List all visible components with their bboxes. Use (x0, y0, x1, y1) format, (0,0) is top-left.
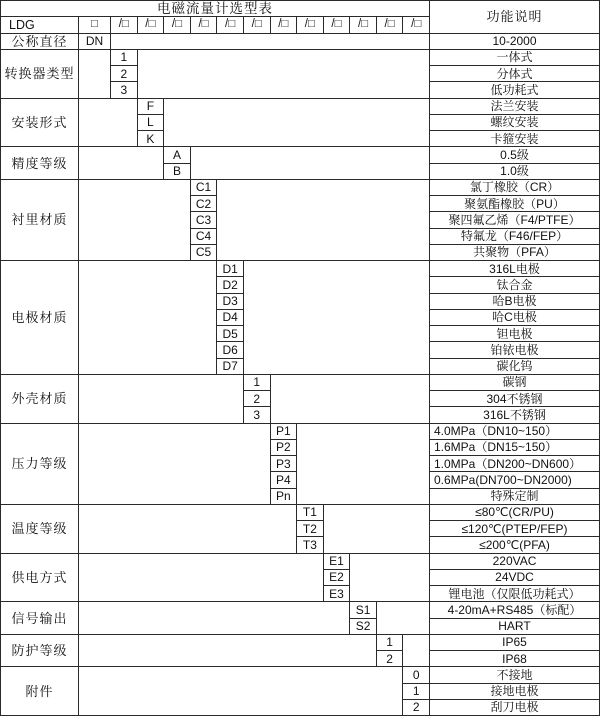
description-cell-11-1: IP68 (430, 651, 600, 667)
description-cell-4-2: 聚四氟乙烯（F4/PTFE） (430, 212, 600, 228)
description-cell-5-1: 钛合金 (430, 277, 600, 293)
model-code-slot: /□ (244, 17, 271, 33)
description-cell-0-0: 10-2000 (430, 34, 600, 50)
code-cell-5-6: D7 (217, 359, 244, 375)
code-cell-6-0: 1 (244, 375, 271, 391)
empty-region (403, 635, 430, 668)
section-label-3: 精度等级 (1, 147, 79, 180)
code-cell-11-0: 1 (377, 635, 404, 651)
code-cell-3-1: B (164, 164, 191, 180)
empty-region (79, 99, 138, 148)
description-cell-3-1: 1.0级 (430, 164, 600, 180)
section-label-4: 衬里材质 (1, 180, 79, 261)
description-cell-3-0: 0.5级 (430, 147, 600, 163)
description-cell-5-6: 碳化钨 (430, 359, 600, 375)
model-prefix: LDG (1, 17, 79, 33)
section-label-10: 信号输出 (1, 602, 79, 635)
empty-region (271, 375, 431, 424)
model-code-slot: /□ (111, 17, 138, 33)
description-cell-10-0: 4-20mA+RS485（标配） (430, 602, 600, 618)
empty-region (79, 50, 111, 99)
code-cell-9-2: E3 (324, 586, 351, 602)
code-cell-6-2: 3 (244, 407, 271, 423)
code-cell-4-0: C1 (191, 180, 218, 196)
code-cell-5-5: D6 (217, 342, 244, 358)
description-cell-2-2: 卡箍安装 (430, 131, 600, 147)
description-cell-10-1: HART (430, 619, 600, 635)
model-code-slot: /□ (138, 17, 165, 33)
empty-region (377, 602, 430, 635)
empty-region (79, 261, 217, 375)
empty-region (217, 180, 430, 261)
empty-region (297, 424, 430, 505)
code-cell-12-0: 0 (403, 667, 430, 683)
code-cell-1-1: 2 (111, 66, 138, 82)
model-code-slot: /□ (164, 17, 191, 33)
section-label-6: 外壳材质 (1, 375, 79, 424)
section-label-5: 电极材质 (1, 261, 79, 375)
description-cell-7-4: 特殊定制 (430, 489, 600, 505)
code-cell-4-1: C2 (191, 196, 218, 212)
description-cell-4-1: 聚氨酯橡胶（PU） (430, 196, 600, 212)
code-cell-0-0: DN (79, 34, 111, 50)
section-label-7: 压力等级 (1, 424, 79, 505)
empty-region (79, 602, 350, 635)
section-label-9: 供电方式 (1, 554, 79, 603)
model-code-slot: /□ (297, 17, 324, 33)
description-cell-5-2: 哈B电极 (430, 294, 600, 310)
code-cell-12-1: 1 (403, 684, 430, 700)
empty-region (350, 554, 430, 603)
code-cell-5-2: D3 (217, 294, 244, 310)
code-cell-7-3: P4 (271, 472, 298, 488)
model-code-slot: /□ (377, 17, 404, 33)
description-cell-12-2: 刮刀电极 (430, 700, 600, 716)
code-cell-4-2: C3 (191, 212, 218, 228)
model-code-slot: /□ (324, 17, 351, 33)
model-code-slot: /□ (271, 17, 298, 33)
code-cell-4-3: C4 (191, 229, 218, 245)
description-cell-9-0: 220VAC (430, 554, 600, 570)
description-cell-7-3: 0.6MPa(DN700~DN2000) (430, 472, 600, 488)
empty-region (79, 147, 164, 180)
model-code-slot: /□ (403, 17, 430, 33)
code-cell-9-1: E2 (324, 570, 351, 586)
model-code-slot: /□ (217, 17, 244, 33)
code-cell-4-4: C5 (191, 245, 218, 261)
code-cell-3-0: A (164, 147, 191, 163)
empty-region (164, 99, 430, 148)
description-cell-11-0: IP65 (430, 635, 600, 651)
model-code-slot: /□ (191, 17, 218, 33)
empty-region (79, 667, 403, 716)
code-cell-5-3: D4 (217, 310, 244, 326)
description-cell-6-0: 碳钢 (430, 375, 600, 391)
empty-region (111, 34, 430, 50)
description-cell-5-5: 铂铱电极 (430, 342, 600, 358)
description-cell-7-0: 4.0MPa（DN10~150） (430, 424, 600, 440)
description-cell-4-3: 特氟龙（F46/FEP） (430, 229, 600, 245)
code-cell-8-1: T2 (297, 521, 324, 537)
section-label-1: 转换器类型 (1, 50, 79, 99)
section-label-11: 防护等级 (1, 635, 79, 668)
description-cell-5-3: 哈C电极 (430, 310, 600, 326)
code-cell-1-0: 1 (111, 50, 138, 66)
section-label-12: 附件 (1, 667, 79, 716)
empty-region (79, 180, 191, 261)
code-cell-11-1: 2 (377, 651, 404, 667)
description-cell-2-0: 法兰安装 (430, 99, 600, 115)
description-cell-12-1: 接地电极 (430, 684, 600, 700)
description-cell-4-4: 共聚物（PFA） (430, 245, 600, 261)
code-cell-5-0: D1 (217, 261, 244, 277)
empty-region (324, 505, 430, 554)
code-cell-9-0: E1 (324, 554, 351, 570)
description-cell-8-2: ≤200℃(PFA) (430, 537, 600, 553)
description-cell-1-2: 低功耗式 (430, 82, 600, 98)
section-label-0: 公称直径 (1, 34, 79, 50)
code-cell-6-1: 2 (244, 391, 271, 407)
code-cell-7-2: P3 (271, 456, 298, 472)
section-label-8: 温度等级 (1, 505, 79, 554)
empty-region (79, 635, 377, 668)
empty-region (79, 505, 297, 554)
empty-region (79, 375, 244, 424)
code-cell-7-1: P2 (271, 440, 298, 456)
code-cell-8-0: T1 (297, 505, 324, 521)
description-cell-1-0: 一体式 (430, 50, 600, 66)
description-cell-2-1: 螺纹安装 (430, 115, 600, 131)
empty-region (79, 424, 271, 505)
description-cell-6-1: 304不锈钢 (430, 391, 600, 407)
empty-region (191, 147, 430, 180)
code-cell-2-2: K (138, 131, 165, 147)
code-cell-2-1: L (138, 115, 165, 131)
empty-region (244, 261, 430, 375)
description-cell-8-1: ≤120℃(PTEP/FEP) (430, 521, 600, 537)
code-cell-7-4: Pn (271, 489, 298, 505)
code-cell-5-1: D2 (217, 277, 244, 293)
description-cell-9-2: 锂电池（仅限低功耗式） (430, 586, 600, 602)
description-cell-8-0: ≤80℃(CR/PU) (430, 505, 600, 521)
description-cell-7-1: 1.6MPa（DN15~150） (430, 440, 600, 456)
code-cell-8-2: T3 (297, 537, 324, 553)
description-cell-1-1: 分体式 (430, 66, 600, 82)
description-cell-4-0: 氯丁橡胶（CR） (430, 180, 600, 196)
code-cell-10-0: S1 (350, 602, 377, 618)
description-cell-7-2: 1.0MPa（DN200~DN600） (430, 456, 600, 472)
model-code-box: □ (79, 17, 111, 33)
code-cell-7-0: P1 (271, 424, 298, 440)
code-cell-1-2: 3 (111, 82, 138, 98)
empty-region (138, 50, 430, 99)
description-cell-9-1: 24VDC (430, 570, 600, 586)
code-cell-2-0: F (138, 99, 165, 115)
code-cell-12-2: 2 (403, 700, 430, 716)
description-cell-5-0: 316L电极 (430, 261, 600, 277)
code-cell-5-4: D5 (217, 326, 244, 342)
description-cell-6-2: 316L不锈钢 (430, 407, 600, 423)
model-code-slot: /□ (350, 17, 377, 33)
function-column-header: 功能说明 (430, 1, 600, 34)
table-title: 电磁流量计选型表 (1, 1, 430, 17)
empty-region (79, 554, 324, 603)
code-cell-10-1: S2 (350, 619, 377, 635)
section-label-2: 安装形式 (1, 99, 79, 148)
description-cell-5-4: 钽电极 (430, 326, 600, 342)
description-cell-12-0: 不接地 (430, 667, 600, 683)
